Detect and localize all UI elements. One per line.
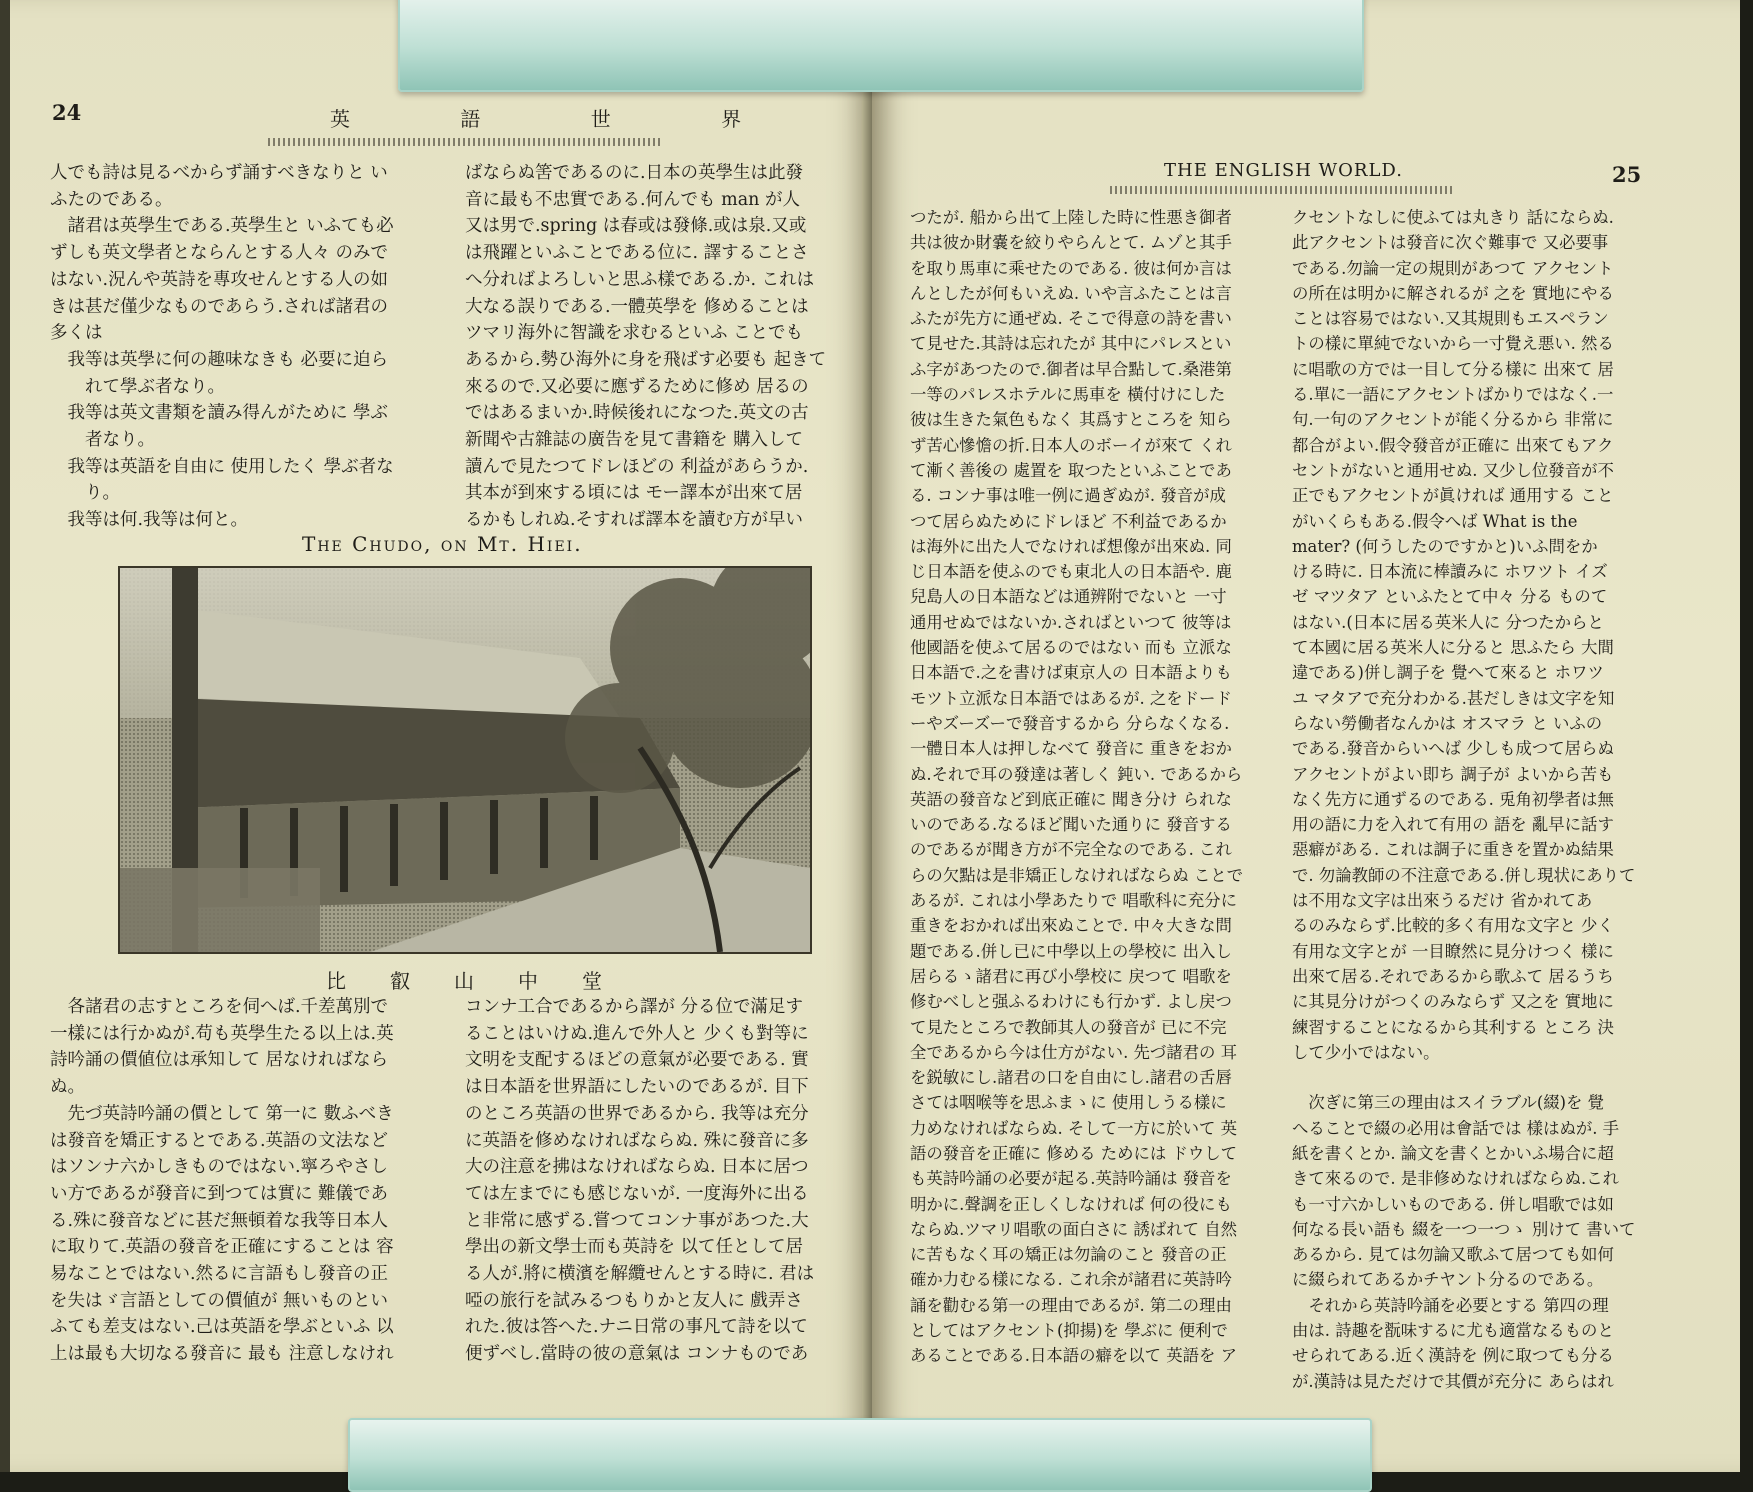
text-line: 新聞や古雜誌の廣告を見て書籍を 購入して <box>465 430 804 451</box>
text-line: じ日本語を使ふのでも東北人の日本語や. 鹿 <box>910 562 1232 582</box>
text-line: 我等は英語を自由に 使用したく 學ぶ者な <box>50 456 394 477</box>
text-line: あるが. これは小學あたりで 唱歌科に充分に <box>910 891 1238 911</box>
text-line: ツマリ海外に智識を求むるといふ ことでも <box>465 323 804 344</box>
text-line: 大の注意を拂はなければならぬ. 日本に居つ <box>465 1157 809 1178</box>
text-line: ては左までにも感じないが. 一度海外に出る <box>465 1183 809 1204</box>
text-line: 由は. 詩趣を翫味するに尤も適當なるものと <box>1292 1321 1614 1341</box>
text-line: 文明を支配するほどの意氣が必要である. 實 <box>465 1050 809 1071</box>
text-line: 明かに.聲調を正しくしなければ 何の役にも <box>910 1194 1232 1214</box>
text-line: ることはいけぬ.進んで外人と 少くも對等に <box>465 1023 809 1044</box>
text-line: モツト立派な日本語ではあるが. 之をドード <box>910 688 1232 708</box>
text-line: るのみならず.比較的多く有用な文字と 少く <box>1292 916 1614 936</box>
text-line: 詩吟誦の價値位は承知して 居なければなら <box>50 1050 389 1071</box>
text-line: 誦を勸むる第一の理由であるが. 第二の理由 <box>910 1295 1232 1315</box>
text-line: ふ字があつたので.御者は早合點して.桑港第 <box>910 359 1232 379</box>
text-line: つて居らぬためにドレほど 不利益であるか <box>910 511 1227 531</box>
left-column-2 <box>465 160 826 534</box>
text-line: 其本が到來する頃には モー譯本が出來て居 <box>465 483 803 504</box>
text-line: 都合がよい.假令發音が正確に 出來てもアク <box>1292 435 1614 455</box>
text-line: に英語を修めなければならぬ. 殊に發音に多 <box>465 1130 809 1151</box>
text-line: で. 勿論教師の不注意である.併し現状にありて <box>1292 865 1636 885</box>
text-line: 兒島人の日本語などは通辨附でないと 一寸 <box>910 587 1227 607</box>
text-line: 又は男で.spring は春或は發條.或は泉.又或 <box>465 216 807 237</box>
text-line: に取りて.英語の發音を正確にすることは 容 <box>50 1237 394 1258</box>
text-line: 學出の新文學士而も英詩を 以て任として居 <box>465 1237 804 1258</box>
text-line: るかもしれぬ.そすれば譯本を讀む方が早い <box>465 510 804 531</box>
text-line: に其見分けがつくのみならず 又之を 實地に <box>1292 992 1614 1012</box>
text-line: と非常に感ずる.嘗つてコンナ事があつた.大 <box>465 1210 809 1231</box>
text-line: としてはアクセント(抑揚)を 學ぶに 便利で <box>910 1321 1228 1341</box>
text-line: 諸君は英學生である.英學生と いふても必 <box>50 216 394 237</box>
left-column-1 <box>50 160 394 534</box>
text-line: る. コンナ事は唯一例に過ぎぬが. 發音が成 <box>910 486 1226 506</box>
text-line: 何なる長い語も 綴を一つ一つゝ 別けて 書いて <box>1292 1219 1636 1239</box>
text-line: 易なことではない.然るに言語もし發音の正 <box>50 1264 389 1285</box>
text-line: 便ずべし.當時の彼の意氣は コンナものであ <box>465 1344 809 1365</box>
text-line: 練習することになるから其利する ところ 決 <box>1292 1017 1614 1037</box>
text-line: ユ マタアで充分わかる.甚だしきは文字を知 <box>1292 688 1615 708</box>
text-line: 我等は英文書類を讀み得んがために 學ぶ <box>50 403 389 424</box>
left-column-1-bottom <box>50 994 394 1368</box>
text-line: る人が.將に横濱を解纜せんとする時に. 君は <box>465 1264 815 1285</box>
text-line: ーやズーズーで發音するから 分らなくなる. <box>910 713 1230 733</box>
text-line: ことは容易ではない.又其規則もエスペラン <box>1292 309 1609 329</box>
text-line: 句.一句のアクセントが能く分るから 非常に <box>1292 410 1614 430</box>
text-line: は發音を矯正するとである.英語の文法など <box>50 1130 389 1151</box>
text-line: あるから. 見ては勿論又歌ふて居つても如何 <box>1292 1245 1614 1265</box>
text-line: 重きをおかれば出來ぬことで. 中々大きな問 <box>910 916 1232 936</box>
text-line: 來るので.又必要に應ずるために修め 居るの <box>465 376 809 397</box>
text-line: せられてある.近く漢詩を 例に取つても分る <box>1292 1346 1614 1366</box>
text-line: いのである.なるほど聞いた通りに 發音する <box>910 815 1232 835</box>
text-line: 出來て居る.それであるから歌ふて 居るうち <box>1292 966 1614 986</box>
left-column-2-bottom <box>465 994 814 1368</box>
text-line: は日本語を世界語にしたいのであるが. 目下 <box>465 1077 809 1098</box>
text-line: 修むべしと强ふるわけにも行かず. よし戻つ <box>910 992 1232 1012</box>
text-line: 有用な文字とが 一目瞭然に見分けつく 樣に <box>1292 941 1614 961</box>
text-line: 語の發音を正確に 修める ためには ドウして <box>910 1143 1238 1163</box>
glass-weight-bottom <box>348 1418 1372 1492</box>
text-line: を鋭敏にし.諸君の口を自由にし.諸君の舌唇 <box>910 1068 1232 1088</box>
photo-caption-en: The Chudo, on Mt. Hiei. <box>302 532 583 556</box>
text-line: コンナ工合であるから譯が 分る位で滿足す <box>465 997 804 1017</box>
text-line: 題である.併し已に中學以上の學校に 出入し <box>910 941 1232 961</box>
text-line: る.殊に發音などに甚だ無頓着な我等日本人 <box>50 1210 389 1231</box>
right-column-2 <box>1292 205 1635 1394</box>
text-line: 一樣には行かぬが.苟も英學生たる以上は.英 <box>50 1023 394 1044</box>
text-line: 用の語に力を入れて有用の 語を 亂早に話す <box>1292 815 1614 835</box>
text-line: 者なり。 <box>50 430 155 451</box>
text-line: へ分ればよろしいと思ふ樣である.か. これは <box>465 269 815 290</box>
text-line: 全であるから今は仕方がない. 先づ諸君の 耳 <box>910 1042 1238 1062</box>
text-line: て本國に居る英米人に分ると 思ふたら 大間 <box>1292 638 1614 658</box>
text-line: ではあるまいか.時候後れになつた.英文の古 <box>465 403 809 424</box>
text-line: クセントなしに使ふては丸きり 話にならぬ. <box>1292 208 1614 227</box>
text-line: それから英詩吟誦を必要とする 第四の理 <box>1292 1295 1609 1315</box>
text-line: に綴られてあるかチヤント分るのである。 <box>1292 1270 1604 1290</box>
text-line: ゼ マツタア といふたとて中々 分る ものて <box>1292 587 1608 607</box>
text-line <box>1292 1065 1635 1090</box>
text-line: は飛躍といふことである位に. 譯することさ <box>465 243 809 264</box>
text-line: ずしも英文學者とならんとする人々 のみで <box>50 243 389 264</box>
text-line: ず苦心慘憺の折.日本人のボーイが來て くれ <box>910 435 1232 455</box>
text-line: は不用な文字は出來うるだけ 省かれてあ <box>1292 891 1593 911</box>
text-line: 居らるゝ諸君に再び小學校に 戻つて 唱歌を <box>910 966 1232 986</box>
text-line: を失はゞ言語としての價値が 無いものとい <box>50 1290 389 1311</box>
text-line: 一體日本人は押しなべて 發音に 重きをおか <box>910 739 1232 759</box>
text-line: さては咽喉等を思ふまゝに 使用しうる樣に <box>910 1093 1227 1113</box>
text-line: て見たところで教師其人の發音が 已に不完 <box>910 1017 1227 1037</box>
header-rule-left <box>265 138 660 146</box>
text-line: ばならぬ筈であるのに.日本の英學生は此發 <box>465 163 804 183</box>
text-line: 一等のパレスホテルに馬車を 橫付けにした <box>910 385 1226 405</box>
running-header-jp: 英 語 世 界 <box>330 107 794 131</box>
header-rule-right <box>1107 186 1452 194</box>
text-line: のところ英語の世界であるから. 我等は充分 <box>465 1103 809 1124</box>
text-line: 確か力むる樣になる. これ余が諸君に英詩吟 <box>910 1270 1232 1290</box>
text-line: 此アクセントは發音に次ぐ難事で 又必要事 <box>1292 233 1609 253</box>
text-line: へることで綴の必用は會話では 樣はぬが. 手 <box>1292 1118 1620 1138</box>
text-line: て漸く善後の 處置を 取つたといふことであ <box>910 460 1232 480</box>
text-line: 彼は生きた氣色もなく 其爲すところを 知ら <box>910 410 1232 430</box>
text-line: はソンナ六かしきものではない.寧ろやさし <box>50 1157 389 1178</box>
text-line: 共は彼か財嚢を絞りやらんとて. ムゾと其手 <box>910 233 1232 253</box>
text-line: 多くは <box>50 323 103 344</box>
text-line: んとしたが何もいえぬ. いや言ふたことは言 <box>910 283 1232 303</box>
glass-weight-top <box>398 0 1364 92</box>
text-line: 日本語で.之を書けば東京人の 日本語よりも <box>910 663 1232 683</box>
text-line: である.發音からいへば 少しも成つて居らぬ <box>1292 739 1614 759</box>
photo-hiei-chudo <box>118 566 812 954</box>
right-column-1 <box>910 205 1243 1369</box>
text-line: る.單に一語にアクセントばかりではなく.一 <box>1292 385 1614 405</box>
text-line: らない勞働者なんかは オスマラ と いふの <box>1292 713 1603 733</box>
text-line: mater? (何うしたのですかと)いふ問をか <box>1292 536 1598 556</box>
text-line: ふたのである。 <box>50 189 173 210</box>
text-line: あることである.日本語の癖を以て 英語を ア <box>910 1346 1238 1366</box>
text-line: れた.彼は答へた.ナニ日常の事凡て詩を以て <box>465 1317 808 1338</box>
text-line: 先づ英詩吟誦の價として 第一に 數ふべき <box>50 1103 394 1124</box>
text-line: して少小ではない。 <box>1292 1042 1440 1062</box>
text-line: 他國語を使ふて居るのではない 而も 立派な <box>910 638 1232 658</box>
text-line: 我等は何.我等は何と。 <box>50 510 249 531</box>
text-line: らの欠點は是非矯正しなければならぬ ことで <box>910 865 1244 885</box>
text-line: トの樣に單純でないから一寸覺え悪い. 然る <box>1292 334 1614 354</box>
text-line: つたが. 船から出て上陸した時に性悪き御者 <box>910 208 1232 227</box>
text-line: がいくらもある.假令へば What is the <box>1292 511 1578 531</box>
text-line: 通用せぬではないか.さればといつて 彼等は <box>910 612 1232 632</box>
page-number-right: 25 <box>1612 162 1642 187</box>
text-line: である.勿論一定の規則があつて アクセント <box>1292 258 1614 278</box>
text-line: ふたが先方に通ぜぬ. そこで得意の詩を書い <box>910 309 1232 329</box>
text-line: なく先方に通ずるのである. 兎角初學者は無 <box>1292 789 1614 809</box>
text-line: ぬ。 <box>50 1077 85 1098</box>
left-page <box>10 0 872 1472</box>
text-line: 英語の發音など到底正確に 聞き分け られな <box>910 789 1232 809</box>
text-line: に苦もなく耳の矯正は勿論のこと 發音の正 <box>910 1245 1227 1265</box>
text-line: 紙を書くとか. 論文を書くとかいふ場合に超 <box>1292 1143 1614 1163</box>
text-line: セントがないと通用せぬ. 又少し位發音が不 <box>1292 460 1614 480</box>
text-line: ける時に. 日本流に棒讀みに ホワツト イズ <box>1292 562 1608 582</box>
text-line: 音に最も不忠實である.何んでも man が人 <box>465 189 800 210</box>
text-line: が.漢詩は見ただけで其價が充分に あらはれ <box>1292 1371 1614 1391</box>
text-line: アクセントがよい即ち 調子が よいから苦も <box>1292 764 1614 784</box>
text-line: 讀んで見たつてドレほどの 利益があらうか. <box>465 456 809 477</box>
text-line: きは甚だ僅少なものであらう.されば諸君の <box>50 296 389 317</box>
text-line: きて來るので. 是非修めなければならぬ.これ <box>1292 1169 1620 1189</box>
text-line: は海外に出た人でなければ想像が出來ぬ. 同 <box>910 536 1232 556</box>
text-line: 大なる誤りである.一體英學を 修めることは <box>465 296 809 317</box>
text-line: 我等は英學に何の趣味なきも 必要に迫ら <box>50 349 389 370</box>
running-header-en: THE ENGLISH WORLD. <box>1164 160 1403 181</box>
text-line: 上は最も大切なる發音に 最も 注意しなけれ <box>50 1344 394 1365</box>
text-line: を取り馬車に乘せたのである. 彼は何か言は <box>910 258 1232 278</box>
text-line: のであるが聞き方が不完全なのである. これ <box>910 840 1232 860</box>
text-line: 惡癖がある. これは調子に重きを置かぬ結果 <box>1292 840 1614 860</box>
page-number-left: 24 <box>52 100 82 125</box>
text-line: 次ぎに第三の理由はスイラブル(綴)を 覺 <box>1292 1093 1605 1113</box>
text-line: あるから.勢ひ海外に身を飛ばす必要も 起きて <box>465 349 827 370</box>
text-line: ならぬ.ツマリ唱歌の面白さに 誘ばれて 自然 <box>910 1219 1238 1239</box>
text-line: て見せた.其詩は忘れたが 其中にパレスとい <box>910 334 1232 354</box>
text-line: に唱歌の方では一目して分る樣に 出來て 居 <box>1292 359 1614 379</box>
text-line: 正でもアクセントが眞ければ 通用する こと <box>1292 486 1614 506</box>
right-page <box>872 0 1740 1472</box>
text-line: ふても差支はない.己は英語を學ぶといふ 以 <box>50 1317 394 1338</box>
text-line: れて學ぶ者なり。 <box>50 376 225 397</box>
text-line: 各諸君の志すところを伺へば.千差萬別で <box>50 997 389 1017</box>
text-line: はない.況んや英詩を專攻せんとする人の如 <box>50 269 389 290</box>
photo-caption-jp: 比叡山中堂 <box>326 969 646 993</box>
text-line: ぬ.それで耳の發達は著しく 鈍い. であるから <box>910 764 1243 784</box>
text-line: 違である)併し調子を 覺へて來ると ホワツ <box>1292 663 1604 683</box>
text-line: 啞の旅行を試みるつもりかと友人に 戲弄さ <box>465 1290 803 1311</box>
text-line: 力めなければならぬ. そして一方に於いて 英 <box>910 1118 1238 1138</box>
text-line: り。 <box>50 483 120 504</box>
text-line: の所在は明かに解されるが 之を 實地にやる <box>1292 283 1614 303</box>
text-line: 人でも詩は見るべからず誦すべきなりと い <box>50 163 388 183</box>
text-line: はない.(日本に居る英米人に 分つたからと <box>1292 612 1604 632</box>
text-line: も英詩吟誦の必要が起る.英詩吟誦は 發音を <box>910 1169 1232 1189</box>
text-line: も一寸六かしいものである. 併し唱歌では如 <box>1292 1194 1614 1214</box>
text-line: い方であるが發音に到つては實に 難儀であ <box>50 1183 389 1204</box>
